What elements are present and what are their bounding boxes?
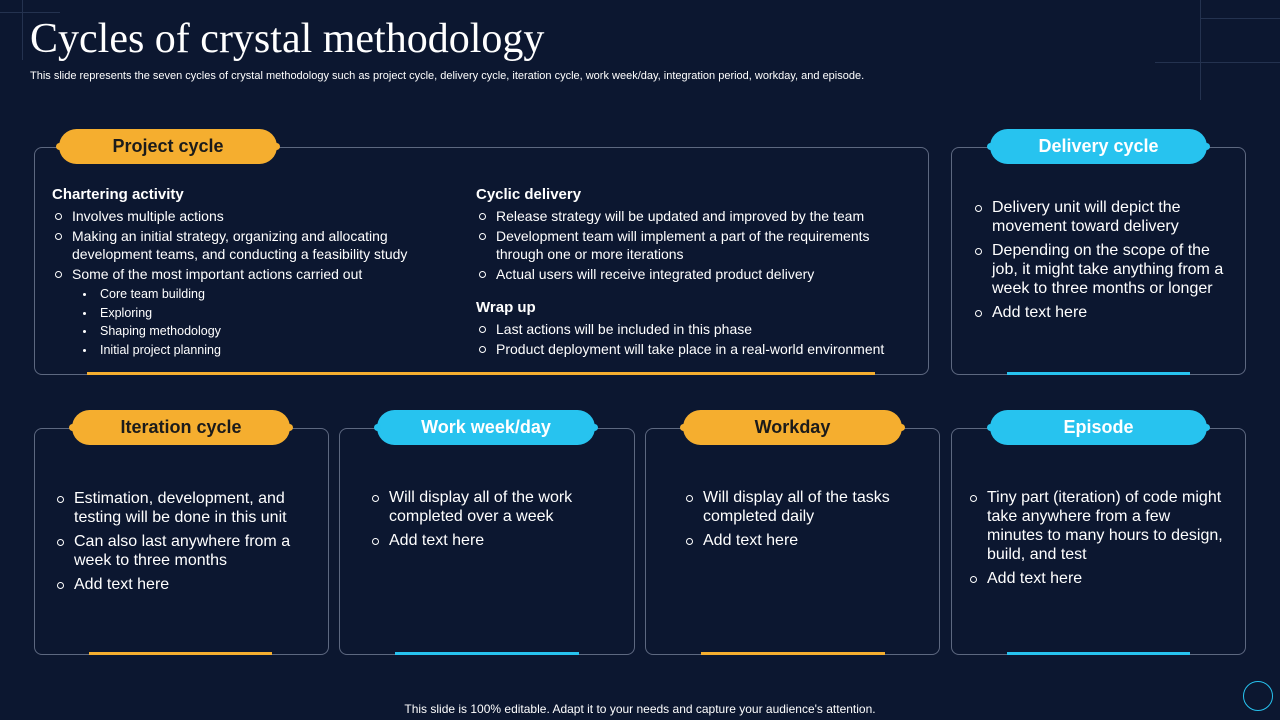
delivery-cycle-content bbox=[972, 198, 1230, 327]
list-item: Some of the most important actions carried out bbox=[52, 265, 462, 283]
iteration-cycle-content bbox=[54, 489, 296, 599]
list-item: Release strategy will be updated and improved by the team bbox=[476, 207, 916, 225]
cyclic-delivery-heading: Cyclic delivery bbox=[476, 186, 582, 203]
list-item: Depending on the scope of the job, it might take anything from a week to three months or longer bbox=[972, 241, 1230, 298]
corner-decoration-line bbox=[0, 12, 60, 13]
list-item: Last actions will be included in this phase bbox=[476, 320, 921, 338]
list-item: Can also last anywhere from a week to three months bbox=[54, 532, 296, 570]
cyclic-delivery-section bbox=[476, 185, 916, 283]
cyclic-delivery-list bbox=[476, 207, 916, 283]
wrap-up-list bbox=[476, 320, 921, 358]
delivery-cycle-underline bbox=[1007, 372, 1190, 375]
wrap-up-section bbox=[476, 298, 921, 358]
corner-circle-icon bbox=[1243, 681, 1273, 711]
list-item: Will display all of the tasks completed daily bbox=[683, 488, 923, 526]
project-cycle-label: Project cycle bbox=[59, 129, 277, 164]
list-item: Add text here bbox=[683, 531, 923, 550]
corner-decoration-line bbox=[1200, 0, 1201, 100]
episode-label: Episode bbox=[990, 410, 1207, 445]
slide-title: Cycles of crystal methodology bbox=[30, 16, 545, 62]
project-cycle-underline bbox=[87, 372, 875, 375]
list-item: Delivery unit will depict the movement toward delivery bbox=[972, 198, 1230, 236]
list-item: Exploring bbox=[52, 304, 462, 323]
wrap-up-heading: Wrap up bbox=[476, 299, 536, 316]
episode-content bbox=[967, 488, 1229, 593]
iteration-cycle-list bbox=[54, 489, 296, 594]
corner-decoration-line bbox=[1155, 62, 1280, 63]
chartering-actions-list bbox=[52, 285, 462, 360]
delivery-cycle-list bbox=[972, 198, 1230, 322]
workday-list bbox=[683, 488, 923, 550]
delivery-cycle-label: Delivery cycle bbox=[990, 129, 1207, 164]
chartering-activity-heading: Chartering activity bbox=[52, 186, 184, 203]
list-item: Add text here bbox=[369, 531, 619, 550]
chartering-activity-section bbox=[52, 185, 462, 360]
work-week-label: Work week/day bbox=[377, 410, 595, 445]
list-item: Making an initial strategy, organizing and allocating development teams, and conducting a feasibility study bbox=[52, 227, 462, 263]
workday-label: Workday bbox=[683, 410, 902, 445]
list-item: Estimation, development, and testing will be done in this unit bbox=[54, 489, 296, 527]
list-item: Tiny part (iteration) of code might take anywhere from a few minutes to many hours to design, build, and test bbox=[967, 488, 1229, 564]
slide-subtitle: This slide represents the seven cycles of crystal methodology such as project cycle, delivery cycle, iteration cycle, work week/day, integration period, workday, and episode. bbox=[30, 70, 865, 82]
list-item: Product deployment will take place in a real-world environment bbox=[476, 340, 921, 358]
iteration-cycle-underline bbox=[89, 652, 272, 655]
list-item: Involves multiple actions bbox=[52, 207, 462, 225]
list-item: Development team will implement a part of the requirements through one or more iterations bbox=[476, 227, 916, 263]
work-week-content bbox=[369, 488, 619, 555]
list-item: Core team building bbox=[52, 285, 462, 304]
footer-note: This slide is 100% editable. Adapt it to your needs and capture your audience's attention. bbox=[404, 702, 876, 716]
episode-underline bbox=[1007, 652, 1190, 655]
workday-underline bbox=[701, 652, 885, 655]
list-item: Add text here bbox=[54, 575, 296, 594]
episode-list bbox=[967, 488, 1229, 588]
work-week-list bbox=[369, 488, 619, 550]
list-item: Initial project planning bbox=[52, 341, 462, 360]
corner-decoration-line bbox=[1200, 18, 1280, 19]
list-item: Add text here bbox=[972, 303, 1230, 322]
corner-decoration-line bbox=[22, 0, 23, 60]
workday-content bbox=[683, 488, 923, 555]
list-item: Add text here bbox=[967, 569, 1229, 588]
iteration-cycle-label: Iteration cycle bbox=[72, 410, 290, 445]
list-item: Will display all of the work completed over a week bbox=[369, 488, 619, 526]
chartering-activity-list bbox=[52, 207, 462, 283]
list-item: Shaping methodology bbox=[52, 322, 462, 341]
list-item: Actual users will receive integrated product delivery bbox=[476, 265, 916, 283]
work-week-underline bbox=[395, 652, 579, 655]
